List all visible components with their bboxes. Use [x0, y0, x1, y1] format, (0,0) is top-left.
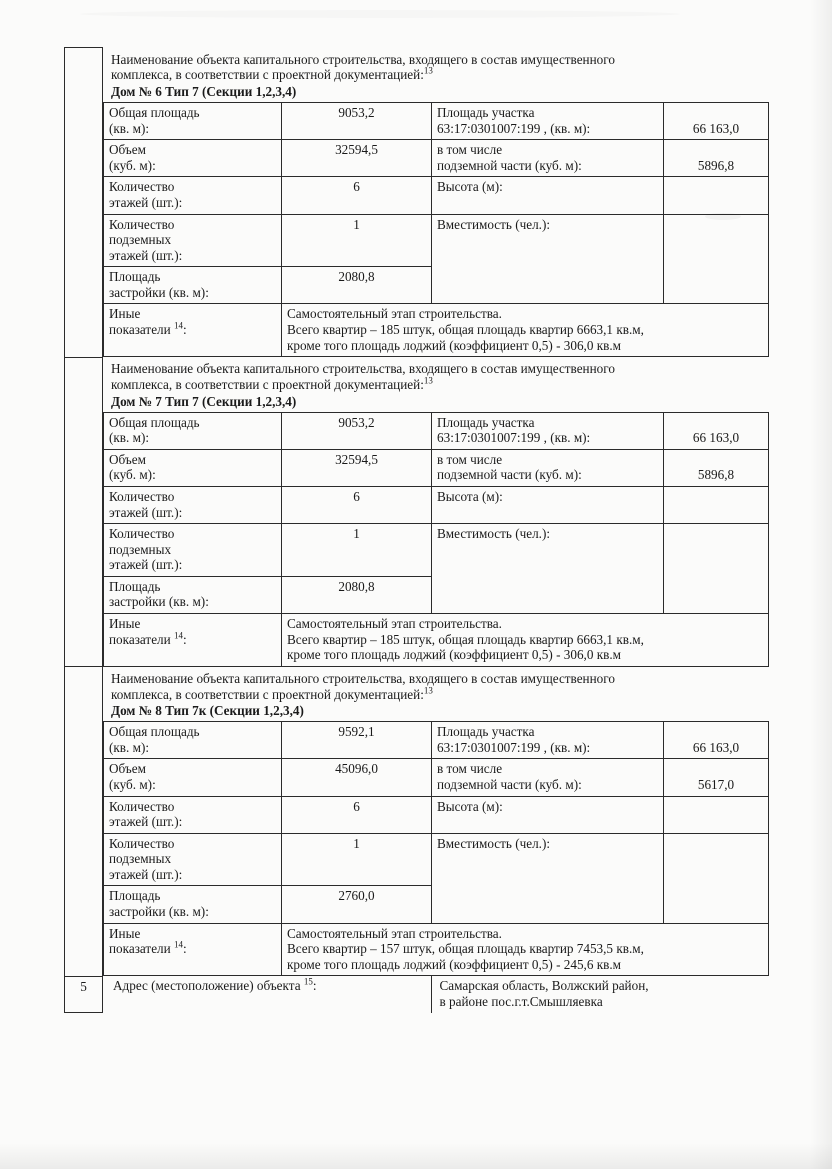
- other-indicators-text: Самостоятельный этап строительства. Всего квартир – 157 штук, общая площадь квартир 7453,5 кв.м, кроме того площадь лоджий (коэффициент 0,5) - 245,6 кв.м: [282, 923, 769, 976]
- param-label: Площадь застройки (кв. м):: [104, 886, 282, 923]
- param-value: 45096,0: [282, 759, 432, 796]
- param-label: Количество подземных этажей (шт.):: [104, 214, 282, 267]
- heading-line-2: комплекса, в соответствии с проектной документацией:$^{13}$: [111, 65, 433, 83]
- address-label: Адрес (местоположение) объекта $^{15}$:: [103, 976, 431, 1012]
- block-1-heading: [103, 48, 769, 103]
- param-row: [104, 140, 769, 177]
- other-indicators-label: Иные показатели $^{14}$:: [104, 614, 282, 667]
- param-row: [104, 759, 769, 796]
- param-label-2: в том числе подземной части (куб. м):: [432, 140, 664, 177]
- param-value: 2760,0: [282, 886, 432, 923]
- footnote-marker: 15: [303, 976, 313, 987]
- block-3-params-table: [103, 721, 769, 976]
- param-value: 1: [282, 214, 432, 267]
- param-value-2: 5617,0: [664, 759, 769, 796]
- param-label: Площадь застройки (кв. м):: [104, 267, 282, 304]
- param-label: Площадь застройки (кв. м):: [104, 576, 282, 613]
- footnote-marker: 14: [173, 939, 183, 950]
- param-value-2: [664, 177, 769, 214]
- scan-edge-shadow: [810, 0, 832, 1169]
- block-2-params-table: [103, 412, 769, 667]
- row-number-cell: [65, 667, 103, 977]
- address-row: [103, 976, 770, 1012]
- param-value: 2080,8: [282, 267, 432, 304]
- scan-artifact: [80, 10, 680, 18]
- param-row: [104, 796, 769, 833]
- block-2-heading: [103, 357, 769, 412]
- param-label: Общая площадь (кв. м):: [104, 412, 282, 449]
- param-value: 32594,5: [282, 449, 432, 486]
- footnote-marker: 14: [173, 320, 183, 331]
- param-value-2: 66 163,0: [664, 412, 769, 449]
- param-value: 6: [282, 796, 432, 833]
- house-title: Дом № 6 Тип 7 (Секции 1,2,3,4): [111, 84, 297, 100]
- param-value: 6: [282, 486, 432, 523]
- param-label: Количество этажей (шт.):: [104, 177, 282, 214]
- param-value: 9592,1: [282, 722, 432, 759]
- address-table: [103, 976, 770, 1012]
- param-label: Количество подземных этажей (шт.):: [104, 524, 282, 577]
- param-label-2: Площадь участка 63:17:0301007:199 , (кв. м):: [432, 103, 664, 140]
- param-label-2: Площадь участка 63:17:0301007:199 , (кв. м):: [432, 412, 664, 449]
- address-cell: [103, 976, 770, 1012]
- param-row: [104, 524, 769, 577]
- other-indicators-text: Самостоятельный этап строительства. Всего квартир – 185 штук, общая площадь квартир 6663,1 кв.м, кроме того площадь лоджий (коэффициент 0,5) - 306,0 кв.м: [282, 304, 769, 357]
- param-value: 6: [282, 177, 432, 214]
- table-row-address: [65, 976, 770, 1012]
- table-row: [65, 48, 770, 358]
- other-indicators-label: Иные показатели $^{14}$:: [104, 923, 282, 976]
- param-value: 9053,2: [282, 103, 432, 140]
- heading-line-1: Наименование объекта капитального строительства, входящего в состав имущественного: [111, 670, 615, 686]
- param-label: Общая площадь (кв. м):: [104, 722, 282, 759]
- param-value-2: [664, 214, 769, 304]
- heading-line-2: комплекса, в соответствии с проектной документацией:$^{13}$: [111, 685, 433, 702]
- footnote-marker: 13: [423, 375, 433, 386]
- param-label-2: Вместимость (чел.):: [432, 214, 664, 304]
- param-label: Общая площадь (кв. м):: [104, 103, 282, 140]
- heading-line-1: Наименование объекта капитального строительства, входящего в состав имущественного: [111, 51, 615, 67]
- param-value: 32594,5: [282, 140, 432, 177]
- param-label-2: Высота (м):: [432, 486, 664, 523]
- address-value: Самарская область, Волжский район, в районе пос.г.т.Смышляевка: [439, 978, 649, 1009]
- param-label-2: Вместимость (чел.):: [432, 524, 664, 614]
- main-document-table: [64, 47, 770, 1013]
- param-label: Объем (куб. м):: [104, 759, 282, 796]
- footnote-marker: 13: [423, 65, 433, 76]
- row-number-cell: 5: [65, 976, 103, 1012]
- param-label: Количество этажей (шт.):: [104, 796, 282, 833]
- row-number-cell: [65, 48, 103, 358]
- param-row: [104, 177, 769, 214]
- row-number-cell: [65, 357, 103, 667]
- param-value: 2080,8: [282, 576, 432, 613]
- param-value-2: 5896,8: [664, 449, 769, 486]
- heading-line-2: комплекса, в соответствии с проектной документацией:$^{13}$: [111, 375, 433, 392]
- block-1-params-table: [103, 102, 769, 357]
- param-row: [104, 833, 769, 886]
- param-value-2: [664, 486, 769, 523]
- param-label: Объем (куб. м):: [104, 140, 282, 177]
- block-3-cell: [103, 667, 770, 977]
- param-label-2: Высота (м):: [432, 796, 664, 833]
- param-label-2: в том числе подземной части (куб. м):: [432, 759, 664, 796]
- param-value-2: [664, 833, 769, 923]
- block-1-cell: [103, 48, 770, 358]
- param-value-2: [664, 796, 769, 833]
- block-2-cell: [103, 357, 770, 667]
- table-row: [65, 357, 770, 667]
- param-value-2: [664, 524, 769, 614]
- param-value: 1: [282, 833, 432, 886]
- house-title: Дом № 8 Тип 7к (Секции 1,2,3,4): [111, 703, 304, 719]
- other-indicators-row: [104, 923, 769, 976]
- other-indicators-row: [104, 614, 769, 667]
- param-value: 1: [282, 524, 432, 577]
- param-value-2: 66 163,0: [664, 722, 769, 759]
- param-label-2: Площадь участка 63:17:0301007:199 , (кв. м):: [432, 722, 664, 759]
- param-label: Количество этажей (шт.):: [104, 486, 282, 523]
- param-label: Объем (куб. м):: [104, 449, 282, 486]
- other-indicators-label: Иные показатели $^{14}$:: [104, 304, 282, 357]
- param-value: 9053,2: [282, 412, 432, 449]
- footnote-marker: 13: [423, 685, 433, 696]
- param-row: [104, 103, 769, 140]
- house-title: Дом № 7 Тип 7 (Секции 1,2,3,4): [111, 393, 297, 409]
- other-indicators-row: [104, 304, 769, 357]
- table-row: [65, 667, 770, 977]
- param-label-2: Высота (м):: [432, 177, 664, 214]
- block-3-heading: [103, 667, 769, 722]
- param-value-2: 66 163,0: [664, 103, 769, 140]
- param-label: Количество подземных этажей (шт.):: [104, 833, 282, 886]
- param-row: [104, 412, 769, 449]
- footnote-marker: 14: [173, 630, 183, 641]
- param-label-2: в том числе подземной части (куб. м):: [432, 449, 664, 486]
- param-value-2: 5896,8: [664, 140, 769, 177]
- heading-line-1: Наименование объекта капитального строительства, входящего в состав имущественного: [111, 361, 615, 377]
- param-row: [104, 486, 769, 523]
- param-row: [104, 722, 769, 759]
- other-indicators-text: Самостоятельный этап строительства. Всего квартир – 185 штук, общая площадь квартир 6663,1 кв.м, кроме того площадь лоджий (коэффициент 0,5) - 306,0 кв.м: [282, 614, 769, 667]
- param-row: [104, 214, 769, 267]
- param-label-2: Вместимость (чел.):: [432, 833, 664, 923]
- param-row: [104, 449, 769, 486]
- scan-bottom-shadow: [0, 1143, 832, 1169]
